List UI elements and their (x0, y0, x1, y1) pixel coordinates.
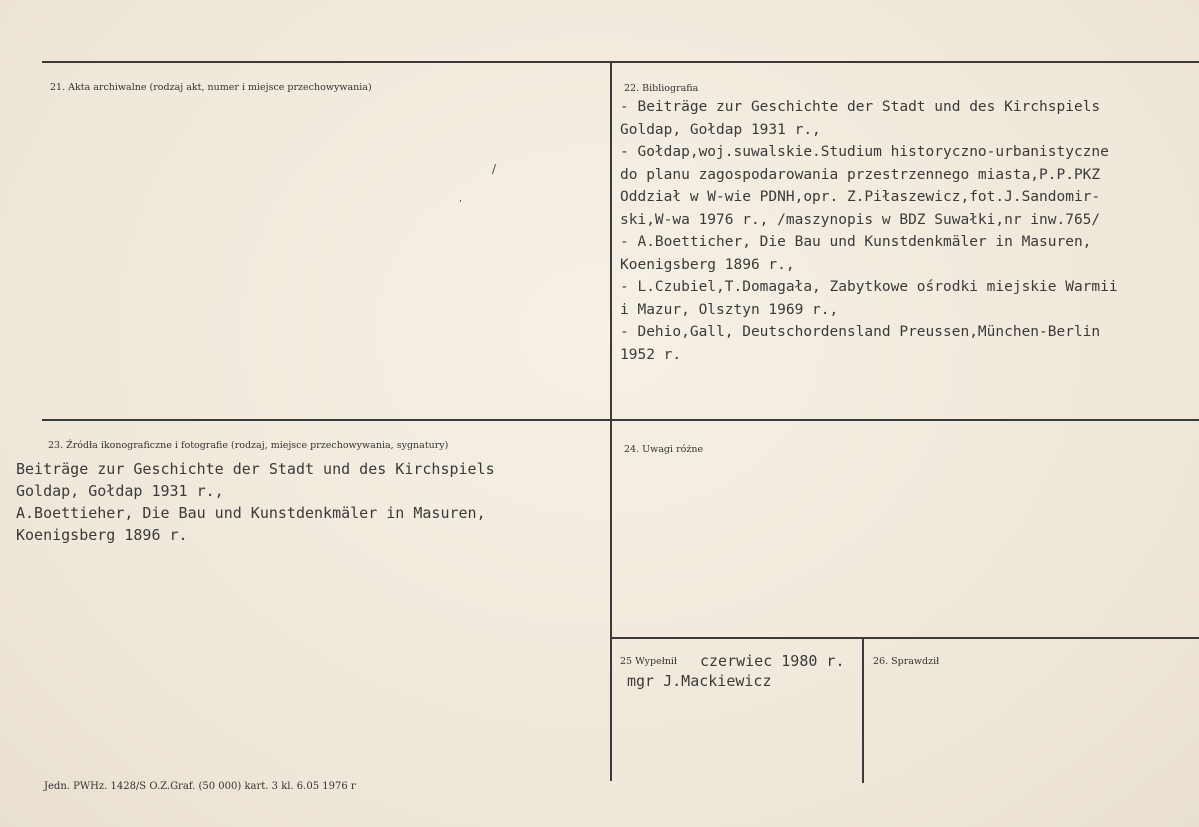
top-rule (42, 61, 1199, 63)
bibliography-line: - A.Boetticher, Die Bau und Kunstdenkmäler in Masuren, (620, 234, 1092, 250)
iconography-line: Beiträge zur Geschichte der Stadt und des Kirchspiels (16, 460, 495, 478)
bibliography-line: Oddział w W-wie PDNH,opr. Z.Piłaszewicz,fot.J.Sandomir- (620, 189, 1101, 205)
section-23-label: 23. Źródła ikonograficzne i fotografie (rodzaj, miejsce przechowywania, sygnatury) (48, 440, 449, 451)
stray-mark: \ (488, 162, 500, 176)
bibliography-line: ski,W-wa 1976 r., /maszynopis w BDZ Suwałki,nr inw.765/ (620, 211, 1101, 228)
section-26-label: 26. Sprawdził (873, 656, 940, 667)
bibliography-text (620, 96, 1118, 366)
bibliography-line: 1952 r. (620, 346, 682, 363)
stray-mark: , (459, 194, 462, 204)
section-24-label: 24. Uwagi różne (624, 444, 704, 455)
bibliography-line: - Dehio,Gall, Deutschordensland Preussen,München-Berlin (620, 324, 1101, 340)
bibliography-line: do planu zagospodarowania przestrzennego miasta,P.P.PKZ (620, 166, 1101, 183)
filled-by-name: mgr J.Mackiewicz (627, 672, 772, 690)
bibliography-line: Goldap, Gołdap 1931 r., (620, 121, 821, 138)
section-22-label: 22. Bibliografia (624, 83, 699, 94)
bibliography-line: - L.Czubiel,T.Domagała, Zabytkowe ośrodki miejskie Warmii (620, 279, 1118, 295)
iconography-line: Koenigsberg 1896 r. (16, 526, 188, 544)
signature-rule (612, 637, 1199, 639)
bibliography-line: - Gołdap,woj.suwalskie.Studium historyczno-urbanistyczne (620, 144, 1109, 160)
middle-rule (42, 419, 1199, 421)
bibliography-line: Koenigsberg 1896 r., (620, 256, 795, 273)
iconography-line: Goldap, Gołdap 1931 r., (16, 482, 224, 500)
bibliography-line: i Mazur, Olsztyn 1969 r., (620, 301, 839, 318)
signature-divider (862, 637, 864, 783)
filled-by-date: czerwiec 1980 r. (700, 652, 845, 670)
section-25-label: 25 Wypełnił (620, 656, 678, 667)
bibliography-line: - Beiträge zur Geschichte der Stadt und des Kirchspiels (620, 99, 1101, 115)
iconography-line: A.Boettieher, Die Bau und Kunstdenkmäler in Masuren, (16, 504, 486, 522)
center-divider (610, 61, 612, 781)
iconography-text (16, 458, 495, 546)
section-21-label: 21. Akta archiwalne (rodzaj akt, numer i miejsce przechowywania) (50, 82, 372, 93)
footer-print-info: Jedn. PWHz. 1428/S O.Z.Graf. (50 000) kart. 3 kl. 6.05 1976 r (44, 781, 356, 792)
